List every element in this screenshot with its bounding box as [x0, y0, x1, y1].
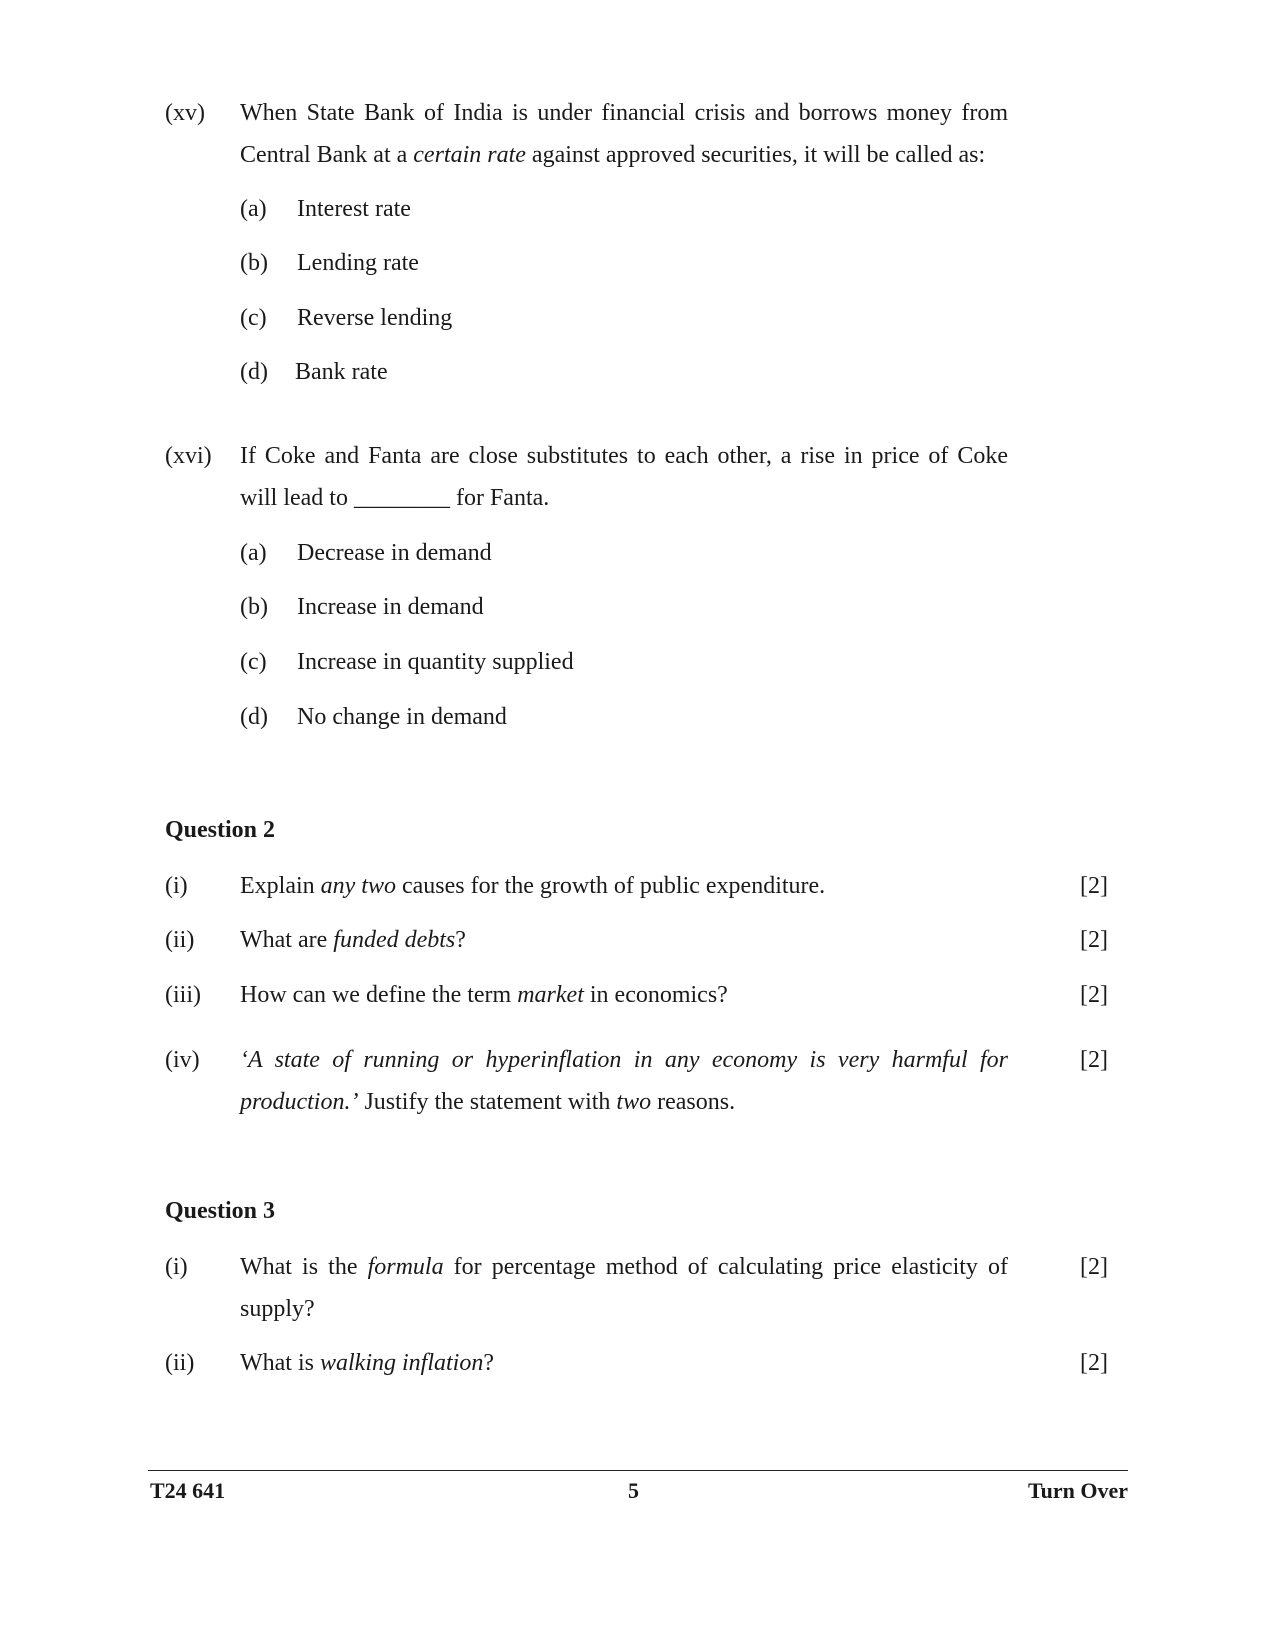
marks: [2] [1080, 873, 1108, 899]
footer-rule [148, 1470, 1128, 1471]
question-text-line2: production.’ Justify the statement with two reasons. [240, 1089, 736, 1115]
question-text-xv-line1: When State Bank of India is under financial crisis and borrows money from [240, 100, 1008, 126]
question-number: (ii) [165, 927, 195, 953]
option-text: No change in demand [297, 704, 507, 730]
question-text-xvi-line1: If Coke and Fanta are close substitutes to each other, a rise in price of Coke [240, 443, 1008, 469]
option-text: Reverse lending [297, 305, 453, 331]
question-text-line1: What is the formula for percentage method of calculating price elasticity of [240, 1254, 1008, 1280]
question-number-xv: (xv) [165, 100, 205, 126]
option-label: (d) [240, 704, 268, 730]
option-label: (a) [240, 196, 267, 222]
option-label: (b) [240, 250, 268, 276]
question-text: What are funded debts? [240, 927, 466, 953]
paper-code: T24 641 [150, 1478, 226, 1503]
question-3-heading: Question 3 [165, 1198, 276, 1224]
option-label: (a) [240, 540, 267, 566]
option-label: (b) [240, 594, 268, 620]
question-text: Explain any two causes for the growth of public expenditure. [240, 873, 826, 899]
question-number: (iii) [165, 982, 201, 1008]
question-text-line2: supply? [240, 1296, 315, 1322]
question-text-xvi-line2: will lead to ________ for Fanta. [240, 485, 550, 511]
question-number: (ii) [165, 1350, 195, 1376]
question-text: How can we define the term market in economics? [240, 982, 728, 1008]
question-number-xvi: (xvi) [165, 443, 212, 469]
option-text: Interest rate [297, 196, 411, 222]
option-label: (d) [240, 359, 268, 385]
option-text: Bank rate [295, 359, 388, 385]
option-label: (c) [240, 305, 267, 331]
turn-over-label: Turn Over [1027, 1478, 1128, 1503]
question-2-heading: Question 2 [165, 817, 276, 843]
marks: [2] [1080, 1350, 1108, 1376]
page-number: 5 [628, 1478, 639, 1503]
question-number: (i) [165, 1254, 188, 1280]
option-text: Decrease in demand [297, 540, 492, 566]
question-text: What is walking inflation? [240, 1350, 494, 1376]
marks: [2] [1080, 1047, 1108, 1073]
option-text: Increase in quantity supplied [297, 649, 574, 675]
question-text-xv-line2: Central Bank at a certain rate against approved securities, it will be called as: [240, 142, 986, 168]
option-text: Increase in demand [297, 594, 484, 620]
marks: [2] [1080, 927, 1108, 953]
option-text: Lending rate [297, 250, 419, 276]
question-number: (i) [165, 873, 188, 899]
question-text-line1: ‘A state of running or hyperinflation in any economy is very harmful for [240, 1047, 1008, 1073]
marks: [2] [1080, 1254, 1108, 1280]
question-number: (iv) [165, 1047, 200, 1073]
option-label: (c) [240, 649, 267, 675]
marks: [2] [1080, 982, 1108, 1008]
